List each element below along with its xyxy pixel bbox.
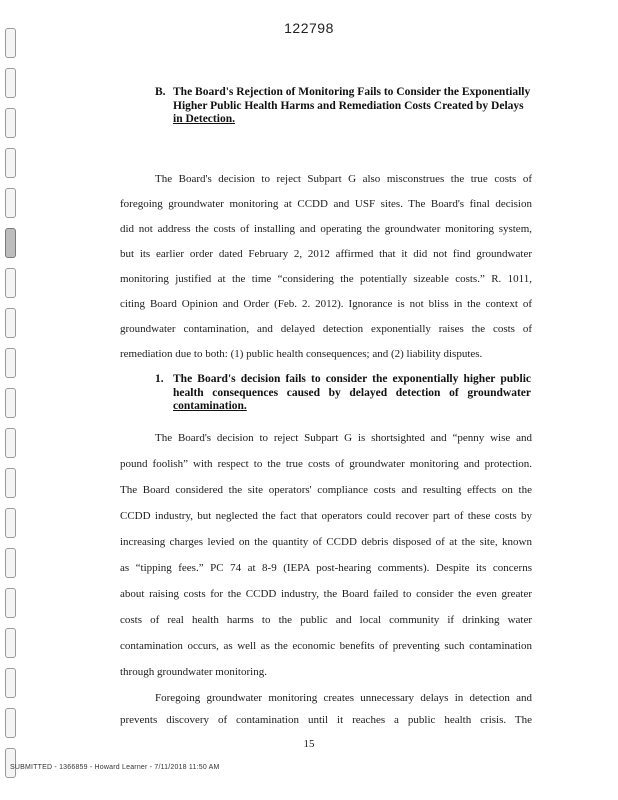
section-b-line-3: in Detection.: [173, 113, 235, 125]
para1-line: monitoring justified at the time “considering the potentially sizeable costs.” R. 1011,: [120, 273, 532, 285]
binder-hole-icon: [5, 548, 16, 578]
section-1-marker: 1.: [155, 373, 164, 385]
binder-hole-icon: [5, 148, 16, 178]
para3-line: prevents discovery of contamination until it reaches a public health crisis. The: [120, 714, 532, 726]
para1-line: groundwater contamination, and delayed detection exponentially raises the costs of: [120, 323, 532, 335]
binder-hole-icon: [5, 228, 16, 258]
para2-line: contamination occurs, as well as the economic benefits of preventing such contamination: [120, 640, 532, 652]
binder-hole-icon: [5, 268, 16, 298]
section-b-line-1: The Board's Rejection of Monitoring Fails to Consider the Exponentially: [173, 86, 531, 98]
binder-hole-icon: [5, 348, 16, 378]
para1-line: but its earlier order dated February 2, 2012 affirmed that it did not find groundwater: [120, 248, 532, 260]
submission-footer: SUBMITTED - 1366859 - Howard Learner - 7/11/2018 11:50 AM: [10, 764, 220, 771]
section-1-heading: [155, 373, 535, 415]
para2-line: pound foolish” with respect to the true costs of groundwater monitoring and protection.: [120, 458, 532, 470]
section-1-line-2: health consequences caused by delayed detection of groundwater: [173, 386, 531, 399]
binder-hole-icon: [5, 628, 16, 658]
binder-hole-icon: [5, 68, 16, 98]
binder-hole-icon: [5, 28, 16, 58]
section-b-line-2: Higher Public Health Harms and Remediation Costs Created by Delays: [173, 99, 524, 112]
binder-hole-icon: [5, 588, 16, 618]
binder-hole-icon: [5, 468, 16, 498]
binder-hole-icon: [5, 668, 16, 698]
binder-hole-icon: [5, 308, 16, 338]
para2-line: costs of real health harms to the public and local community if drinking water: [120, 614, 532, 626]
para1-line: The Board's decision to reject Subpart G also misconstrues the true costs of: [155, 173, 532, 185]
para1-line: foregoing groundwater monitoring at CCDD and USF sites. The Board's final decision: [120, 198, 532, 210]
para2-line: The Board's decision to reject Subpart G is shortsighted and “penny wise and: [155, 432, 532, 444]
binder-hole-icon: [5, 428, 16, 458]
para2-line: as “tipping fees.” PC 74 at 8-9 (IEPA post-hearing comments). Despite its concerns: [120, 562, 532, 574]
para2-line: CCDD industry, but neglected the fact that operators could recover part of these costs by: [120, 510, 532, 522]
section-1-line-1: The Board's decision fails to consider the exponentially higher public: [173, 373, 531, 385]
binder-hole-icon: [5, 188, 16, 218]
binder-hole-icon: [5, 108, 16, 138]
para3-line: Foregoing groundwater monitoring creates unnecessary delays in detection and: [155, 692, 532, 704]
para2-line: The Board considered the site operators' compliance costs and resulting effects on the: [120, 484, 532, 496]
para2-line: through groundwater monitoring.: [120, 666, 267, 678]
para1-line: did not address the costs of installing and operating the groundwater monitoring system,: [120, 223, 532, 235]
para1-line: citing Board Opinion and Order (Feb. 2. 2012). Ignorance is not bliss in the context of: [120, 298, 532, 310]
binder-hole-icon: [5, 388, 16, 418]
section-b-marker: B.: [155, 86, 166, 98]
para1-line: remediation due to both: (1) public health consequences; and (2) liability disputes.: [120, 348, 483, 360]
binder-holes: [5, 20, 19, 780]
para2-line: increasing charges levied on the quantity of CCDD debris disposed of at the site, known: [120, 536, 532, 548]
section-b-heading: [155, 86, 535, 128]
para2-line: about raising costs for the CCDD industry, the Board failed to consider the even greater: [120, 588, 532, 600]
page-number: 15: [303, 738, 315, 750]
page-id: 122798: [284, 20, 334, 36]
binder-hole-icon: [5, 708, 16, 738]
section-1-line-3: contamination.: [173, 400, 247, 412]
binder-hole-icon: [5, 748, 16, 778]
binder-hole-icon: [5, 508, 16, 538]
